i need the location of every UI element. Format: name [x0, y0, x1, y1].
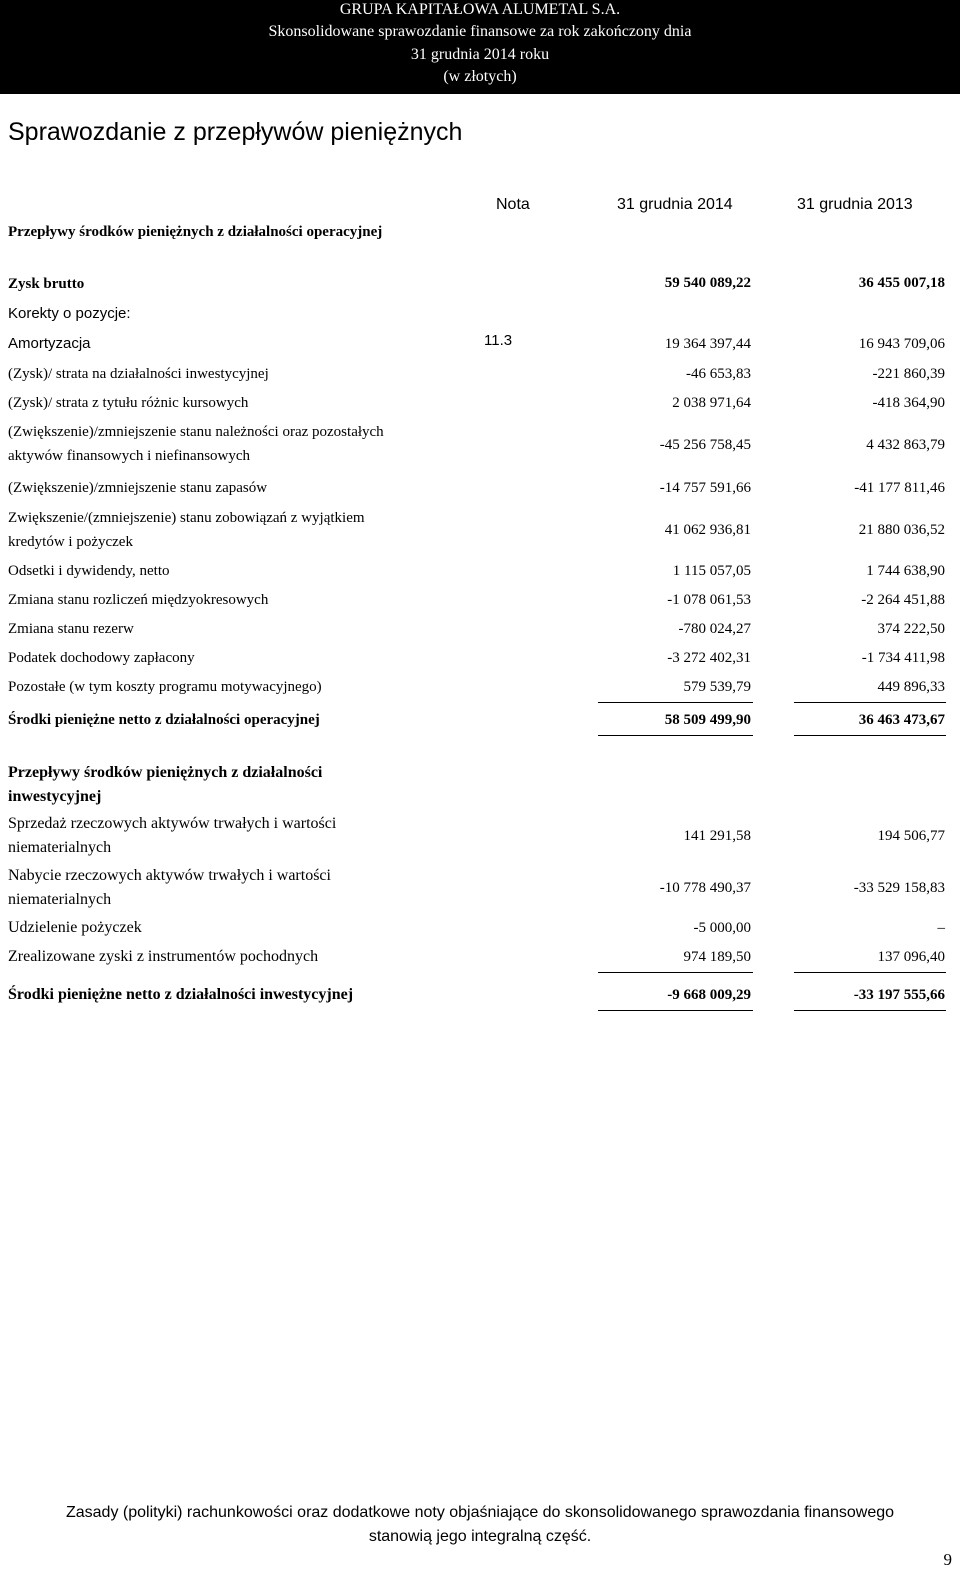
total-rule: [598, 1010, 753, 1011]
row-value-2013: -2 264 451,88: [861, 592, 945, 608]
row-label: (Zysk)/ strata z tytułu różnic kursowych: [8, 395, 249, 411]
row-value-2014: -3 272 402,31: [667, 650, 751, 666]
row-value-2013: -41 177 811,46: [854, 480, 945, 496]
row-value-2013: -33 529 158,83: [853, 880, 945, 896]
row-value-2014: -46 653,83: [686, 366, 751, 382]
row-label: Nabycie rzeczowych aktywów trwałych i wartości niematerialnych: [8, 867, 331, 908]
subtotal-rule: [794, 972, 946, 973]
section-heading-investing: Przepływy środków pieniężnych z działalności inwestycyjnej: [8, 764, 323, 805]
row-value-2013: 137 096,40: [877, 949, 945, 965]
total-value-2013: -33 197 555,66: [853, 987, 945, 1003]
company-name: GRUPA KAPITAŁOWA ALUMETAL S.A.: [339, 1, 621, 18]
row-value-2014: 1 115 057,05: [672, 563, 751, 579]
total-label: Środki pieniężne netto z działalności inwestycyjnej: [8, 986, 354, 1003]
col-header-note: Nota: [496, 196, 530, 213]
subtotal-rule: [598, 702, 753, 703]
subtotal-rule: [598, 972, 753, 973]
row-value-2013: 36 455 007,18: [858, 275, 945, 291]
row-label: Zrealizowane zyski z instrumentów pochodnych: [8, 948, 319, 965]
total-rule: [794, 735, 946, 736]
report-subtitle: Skonsolidowane sprawozdanie finansowe za rok zakończony dnia: [268, 23, 692, 40]
row-label: (Zysk)/ strata na działalności inwestycyjnej: [8, 366, 269, 382]
row-value-2014: 141 291,58: [683, 828, 751, 844]
total-value-2013: 36 463 473,67: [858, 712, 945, 728]
total-value-2014: -9 668 009,29: [667, 987, 751, 1003]
total-rule: [598, 735, 753, 736]
row-value-2013: -1 734 411,98: [861, 650, 945, 666]
page-title: Sprawozdanie z przepływów pieniężnych: [8, 118, 463, 146]
report-date: 31 grudnia 2014 roku: [410, 46, 550, 63]
row-value-2014: -10 778 490,37: [659, 880, 751, 896]
row-label: (Zwiększenie)/zmniejszenie stanu zapasów: [8, 480, 268, 496]
row-label: Zwiększenie/(zmniejszenie) stanu zobowiązań z wyjątkiem kredytów i pożyczek: [8, 510, 365, 550]
row-value-2014: -45 256 758,45: [659, 437, 751, 453]
total-rule: [794, 1010, 946, 1011]
row-value-2014: -5 000,00: [693, 920, 751, 936]
row-label: Pozostałe (w tym koszty programu motywacyjnego): [8, 679, 322, 695]
row-value-2013: 374 222,50: [877, 621, 945, 637]
footer-note-line1: Zasady (polityki) rachunkowości oraz dodatkowe noty objaśniające do skonsolidowanego sprawozdania finansowego: [65, 1504, 895, 1521]
row-value-2014: 19 364 397,44: [664, 336, 751, 352]
row-label: Sprzedaż rzeczowych aktywów trwałych i wartości niematerialnych: [8, 815, 337, 856]
row-value-2014: 41 062 936,81: [664, 522, 751, 538]
page-number: 9: [943, 1550, 952, 1569]
row-value-2013: –: [937, 920, 945, 936]
row-value-2013: 194 506,77: [877, 828, 945, 844]
total-value-2014: 58 509 499,90: [664, 712, 751, 728]
subtotal-rule: [794, 702, 946, 703]
footer-note-line2: stanowią jego integralną część.: [368, 1528, 592, 1545]
row-label: Podatek dochodowy zapłacony: [8, 650, 195, 666]
row-value-2013: 4 432 863,79: [866, 437, 945, 453]
row-note: 11.3: [484, 332, 513, 349]
row-label: Korekty o pozycje:: [8, 305, 131, 322]
section-heading-operating: Przepływy środków pieniężnych z działalności operacyjnej: [8, 224, 383, 240]
row-label: Udzielenie pożyczek: [8, 919, 142, 936]
row-value-2014: 2 038 971,64: [672, 395, 751, 411]
row-label: Zysk brutto: [8, 276, 85, 292]
row-label: Zmiana stanu rezerw: [8, 621, 134, 637]
row-value-2013: 21 880 036,52: [858, 522, 945, 538]
col-header-2013: 31 grudnia 2013: [797, 196, 913, 213]
row-value-2014: 974 189,50: [683, 949, 751, 965]
col-header-2014: 31 grudnia 2014: [617, 196, 733, 213]
row-value-2013: -418 364,90: [872, 395, 945, 411]
row-value-2014: 579 539,79: [683, 679, 751, 695]
row-value-2014: -780 024,27: [678, 621, 751, 637]
row-label: Amortyzacja: [8, 335, 91, 352]
row-label: Zmiana stanu rozliczeń międzyokresowych: [8, 592, 269, 608]
row-value-2014: -14 757 591,66: [659, 480, 751, 496]
total-label: Środki pieniężne netto z działalności operacyjnej: [8, 712, 320, 728]
row-value-2014: 59 540 089,22: [664, 275, 751, 291]
row-value-2014: -1 078 061,53: [667, 592, 751, 608]
row-value-2013: 449 896,33: [877, 679, 945, 695]
row-value-2013: -221 860,39: [872, 366, 945, 382]
row-label: (Zwiększenie)/zmniejszenie stanu należności oraz pozostałych aktywów finansowych i niefinansowych: [8, 424, 384, 464]
currency-note: (w złotych): [443, 68, 517, 85]
row-value-2013: 1 744 638,90: [866, 563, 945, 579]
row-label: Odsetki i dywidendy, netto: [8, 563, 170, 579]
row-value-2013: 16 943 709,06: [858, 336, 945, 352]
